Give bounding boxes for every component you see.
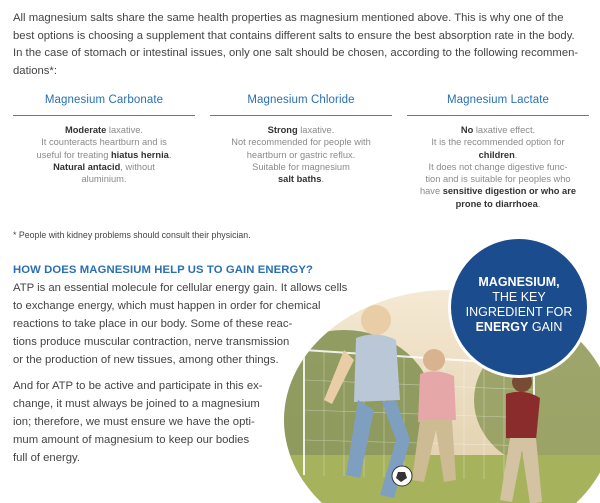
column-line <box>210 124 392 136</box>
paragraph-line: And for ATP to be active and participate in this ex- <box>13 380 263 392</box>
badge-line <box>451 320 587 335</box>
column-line <box>210 161 392 173</box>
column-line <box>407 173 589 185</box>
column-title: Magnesium Carbonate <box>44 94 164 106</box>
column-line-text: laxative. <box>106 125 144 135</box>
column-line-bold: No <box>460 125 474 135</box>
paragraph-line: ion; therefore, we must ensure we have the opti- <box>13 416 255 428</box>
column-line-text: aluminium. <box>81 174 127 185</box>
intro-line: All magnesium salts share the same health properties as magnesium mentioned above. This is why one of the <box>13 12 564 24</box>
column-line-text: Suitable for magnesium <box>252 161 350 172</box>
column-line-text: tion and is suitable for peoples who <box>425 174 571 185</box>
column-body <box>210 124 392 185</box>
column-line <box>13 173 195 185</box>
column-line-bold: salt baths <box>278 174 322 185</box>
column-line-text: laxative. <box>297 125 335 135</box>
column-line-bold: hiatus hernia <box>110 149 169 160</box>
column-line-text: It does not change digestive func- <box>428 161 568 172</box>
paragraph-line: ATP is an essential molecule for cellular energy gain. It allows cells <box>13 282 348 294</box>
column-line <box>210 173 392 185</box>
column-line-bold: Moderate <box>64 125 107 135</box>
paragraph-line: or the production of new tissues, among other things. <box>13 354 279 366</box>
badge-line: THE KEY <box>492 290 546 304</box>
column-line <box>407 149 589 161</box>
column-line-bold: sensitive digestion or who are <box>442 186 577 197</box>
column-body <box>13 124 195 185</box>
column-title: Magnesium Chloride <box>247 94 355 106</box>
column-divider <box>210 115 392 116</box>
energy-badge <box>448 236 590 378</box>
column-line-text: It counteracts heartburn and is <box>41 137 167 148</box>
paragraph-line: change, it must always be joined to a magnesium <box>13 398 260 410</box>
column-line <box>13 136 195 148</box>
badge-rest: GAIN <box>528 320 563 334</box>
column-line-text: useful for treating <box>36 149 111 160</box>
column-divider <box>407 115 589 116</box>
paragraph-line: to exchange energy, which must happen in order for chemical <box>13 300 321 312</box>
badge-bold-word: ENERGY <box>475 320 529 334</box>
column-line <box>407 185 589 197</box>
column-line-text: It is the recommended option for <box>431 137 565 148</box>
column-body <box>407 124 589 210</box>
column-line-text: . <box>537 198 541 209</box>
column-line-text: . <box>168 149 172 160</box>
intro-line: dations*: <box>13 64 57 77</box>
paragraph-line: full of energy. <box>13 452 80 464</box>
column-line <box>407 198 589 210</box>
column-lactate <box>407 93 589 210</box>
column-line-text: laxative effect. <box>473 125 536 135</box>
section-heading: HOW DOES MAGNESIUM HELP US TO GAIN ENERGY? <box>13 264 314 276</box>
column-line <box>210 136 392 148</box>
paragraph-line: reactions to take place in our body. Some of these reac- <box>13 318 293 330</box>
column-line-text: . <box>514 149 518 160</box>
paragraph-line: tions produce muscular contraction, nerve transmission <box>13 336 290 348</box>
column-carbonate <box>13 93 195 185</box>
column-line <box>210 149 392 161</box>
intro-line: In the case of stomach or intestinal issues, only one salt should be chosen, according to the following recommen- <box>13 47 579 59</box>
column-line-bold: children <box>478 149 515 160</box>
intro-paragraph <box>13 10 589 80</box>
badge-line: MAGNESIUM, <box>478 275 560 289</box>
intro-line: best options is choosing a supplement that contains different salts to ensure the best absorption rate in the body. <box>13 29 575 42</box>
column-chloride <box>210 93 392 185</box>
column-line-text: have <box>419 186 443 197</box>
column-line-text: . <box>321 174 324 185</box>
column-line <box>13 149 195 161</box>
column-line <box>13 161 195 173</box>
column-line <box>407 124 589 136</box>
column-line-text: heartburn or gastric reflux. <box>246 149 356 160</box>
column-title: Magnesium Lactate <box>446 94 550 106</box>
column-line-text: Not recommended for people with <box>231 137 371 148</box>
column-line-bold: prone to diarrhoea <box>455 198 538 209</box>
column-line <box>407 161 589 173</box>
magnesium-salts-comparison <box>13 93 589 223</box>
column-line-bold: Natural antacid <box>53 161 121 172</box>
column-divider <box>13 115 195 116</box>
footnote: * People with kidney problems should consult their physician. <box>13 230 251 240</box>
paragraph-line: mum amount of magnesium to keep our bodies <box>13 434 250 446</box>
column-line <box>13 124 195 136</box>
column-line <box>407 136 589 148</box>
atp-paragraph <box>13 279 353 369</box>
column-line-text: , without <box>120 161 155 172</box>
column-line-bold: Strong <box>267 125 298 135</box>
badge-line: INGREDIENT FOR <box>465 305 573 319</box>
